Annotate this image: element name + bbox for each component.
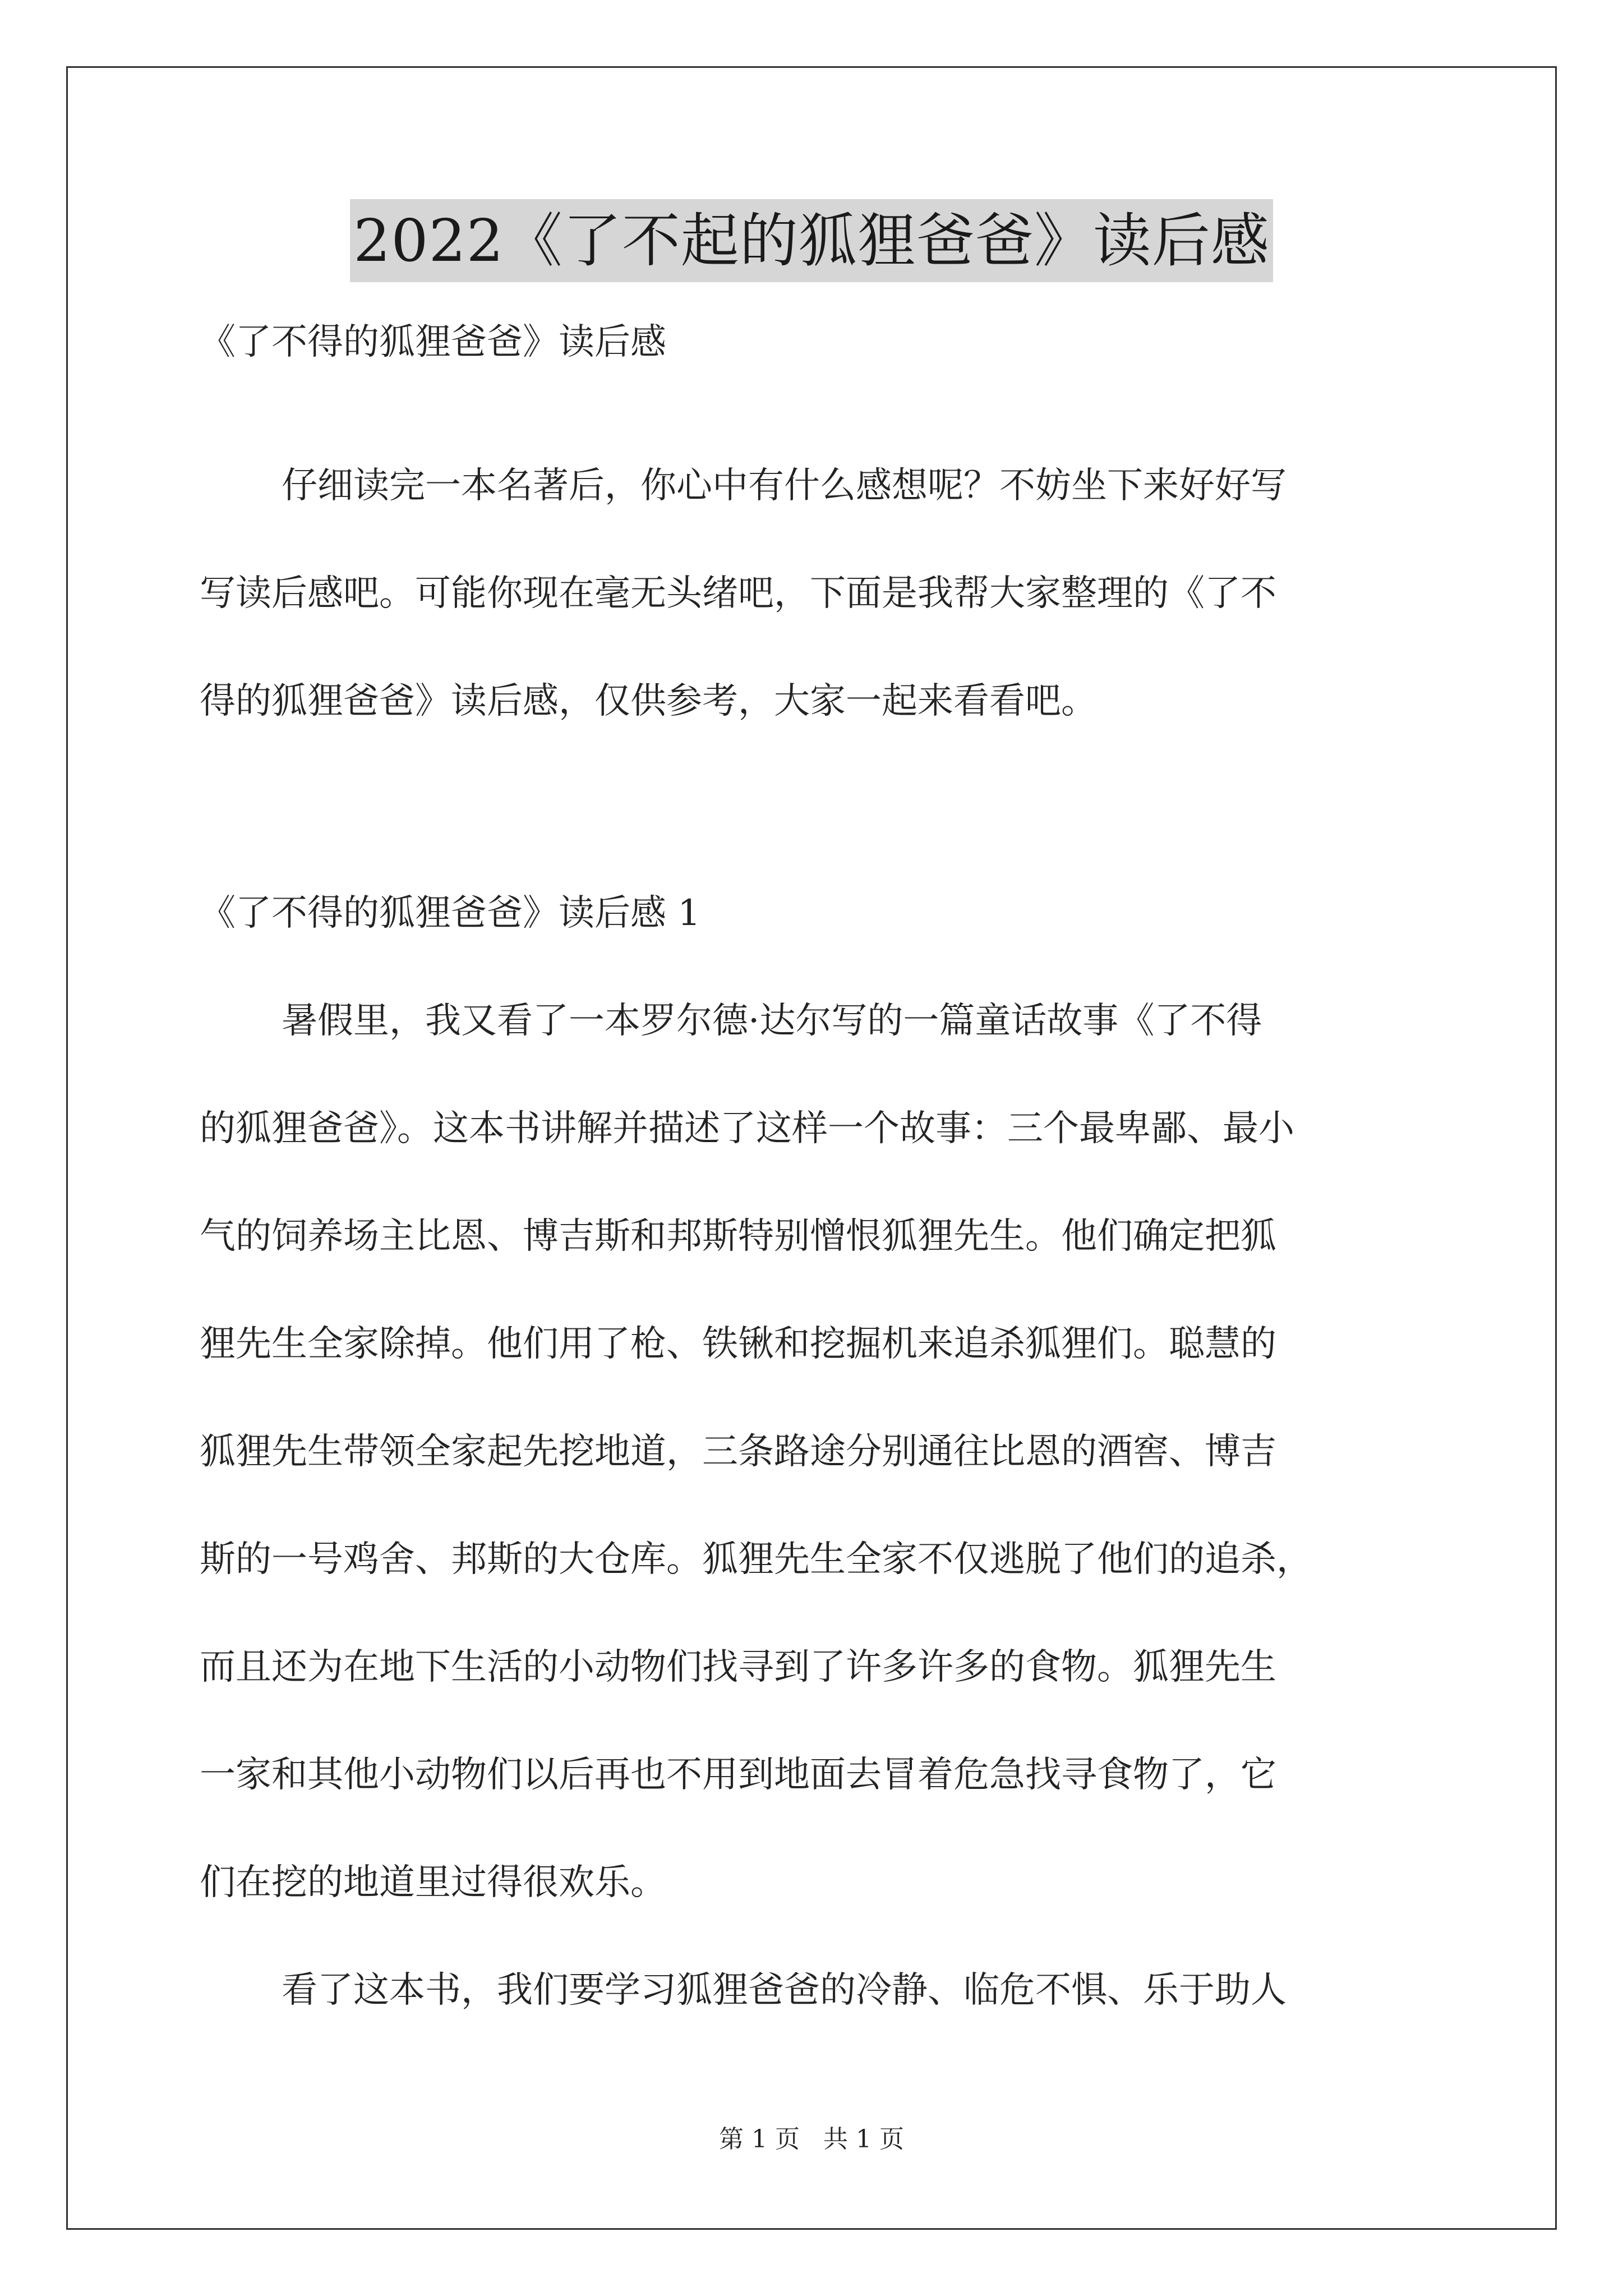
subtitle: 《了不得的狐狸爸爸》读后感 bbox=[200, 321, 666, 363]
paragraph-line-5: 狐狸先生带领全家起先挖地道，三条路途分别通往比恩的酒窖、博吉 bbox=[200, 1431, 1276, 1473]
paragraph-line-7: 而且还为在地下生活的小动物们找寻到了许多许多的食物。狐狸先生 bbox=[200, 1646, 1276, 1688]
paragraph-line-4: 狸先生全家除掉。他们用了枪、铁锹和挖掘机来追杀狐狸们。聪慧的 bbox=[200, 1323, 1276, 1365]
paragraph-line-1: 暑假里，我又看了一本罗尔德·达尔写的一篇童话故事《了不得 bbox=[282, 1000, 1262, 1042]
intro-line-2: 写读后感吧。可能你现在毫无头绪吧，下面是我帮大家整理的《了不 bbox=[200, 573, 1276, 614]
page-footer bbox=[0, 2123, 1623, 2156]
section-heading: 《了不得的狐狸爸爸》读后感 1 bbox=[200, 892, 701, 934]
paragraph-line-6: 斯的一号鸡舍、邦斯的大仓库。狐狸先生全家不仅逃脱了他们的追杀， bbox=[200, 1539, 1312, 1580]
intro-line-1: 仔细读完一本名著后，你心中有什么感想呢？不妨坐下来好好写 bbox=[282, 465, 1287, 507]
intro-line-3: 得的狐狸爸爸》读后感，仅供参考，大家一起来看看吧。 bbox=[200, 680, 1097, 722]
paragraph2-line-1: 看了这本书，我们要学习狐狸爸爸的冷静、临危不惧、乐于助人 bbox=[282, 1970, 1287, 2011]
paragraph-line-9: 们在挖的地道里过得很欢乐。 bbox=[200, 1862, 666, 1903]
paragraph-line-8: 一家和其他小动物们以后再也不用到地面去冒着危急找寻食物了，它 bbox=[200, 1754, 1276, 1796]
paragraph-line-3: 气的饲养场主比恩、博吉斯和邦斯特别憎恨狐狸先生。他们确定把狐 bbox=[200, 1216, 1276, 1257]
title-container bbox=[0, 199, 1623, 282]
page-number: 第 1 页 共 1 页 bbox=[719, 2125, 904, 2154]
document-title: 2022《了不起的狐狸爸爸》读后感 bbox=[350, 199, 1273, 282]
paragraph-line-2: 的狐狸爸爸》。这本书讲解并描述了这样一个故事：三个最卑鄙、最小 bbox=[200, 1108, 1294, 1149]
